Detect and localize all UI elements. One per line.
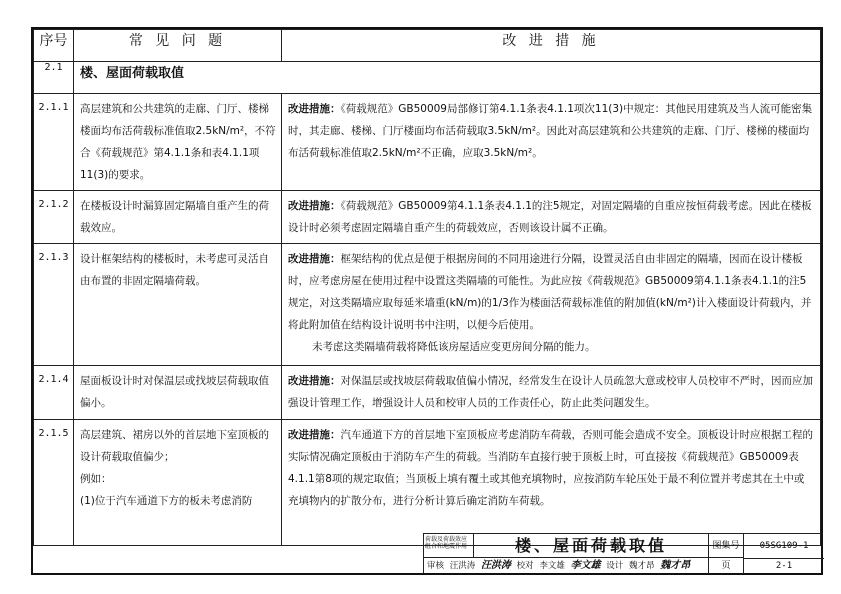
row-num: 2.1.3 [34, 244, 74, 366]
signature-row [424, 558, 708, 574]
page-label: 页 [708, 558, 744, 574]
measure-extra: 未考虑这类隔墙荷载将降低该房屋适应变更房间分隔的能力。 [312, 341, 596, 353]
row-problem: 屋面板设计时对保温层或找坡层荷载取值偏小。 [74, 366, 282, 420]
row-measure [282, 366, 821, 420]
table-row [34, 420, 821, 546]
problem-example: 例如： [80, 473, 112, 485]
row-num: 2.1.4 [34, 366, 74, 420]
row-problem: 设计框架结构的楼板时，未考虑可灵活自由布置的非固定隔墙荷载。 [74, 244, 282, 366]
measure-text: 汽车通道下方的首层地下室顶板应考虑消防车荷载，否则可能会造成不安全。顶板设计时应根据工程的实际情况确定顶板由于消防车产生的荷载。当消防车直接行驶于顶板上时，可直接按《荷载规范》GB50009表4.1.1第8项的规定取值；当顶板上填有覆土或其他充填物时，应按消防车轮压处于最不利位置并考虑其在土中或充填物内的扩散分布，进行分析计算后确定消防车荷载。 [288, 429, 813, 507]
header-measure: 改 进 措 施 [282, 30, 821, 62]
measure-label: 改进措施： [288, 375, 341, 387]
row-num: 2.1.5 [34, 420, 74, 546]
atlas-number-label: 图集号 [708, 534, 744, 558]
problem-text: 高层建筑、裙房以外的首层地下室顶板的设计荷载取值偏少； [80, 429, 269, 463]
row-measure [282, 94, 821, 191]
reviewer-name: 汪洪涛 [449, 561, 476, 571]
title-block [423, 533, 823, 573]
measure-text: 《荷载规范》GB50009第4.1.1条表4.1.1的注5规定，对固定隔墙的自重应按恒荷载考虑。因此在楼板设计时必须考虑固定隔墙自重产生的荷载效应，否则该设计属不正确。 [288, 200, 812, 234]
row-num: 2.1.2 [34, 191, 74, 244]
table-row [34, 94, 821, 191]
section-num: 2.1 [34, 62, 74, 94]
problems-table [33, 29, 821, 546]
atlas-number: 05SG109-1 [744, 534, 824, 559]
designer-signature: 魏才昂 [660, 560, 691, 571]
series-name: 荷载及荷载效应组合和地震作用 [424, 534, 474, 558]
row-measure [282, 420, 821, 546]
checker-signature: 李文雄 [570, 560, 601, 571]
reviewer-signature: 汪洪涛 [480, 560, 511, 571]
measure-label: 改进措施： [288, 253, 341, 265]
page-number: 2-1 [775, 561, 793, 571]
row-num: 2.1.1 [34, 94, 74, 191]
measure-label: 改进措施： [288, 103, 341, 115]
review-label: 审核 [427, 561, 445, 571]
section-title: 楼、屋面荷载取值 [74, 62, 821, 94]
table-row [34, 244, 821, 366]
row-problem: 高层建筑和公共建筑的走廊、门厅、楼梯楼面均布活荷载标准值取2.5kN/m²，不符合《荷载规范》第4.1.1条和表4.1.1项11(3)的要求。 [74, 94, 282, 191]
row-measure [282, 244, 821, 366]
problem-item: (1)位于汽车通道下方的板未考虑消防 [80, 495, 253, 507]
measure-text: 《荷载规范》GB50009局部修订第4.1.1条表4.1.1项次11(3)中规定：其他民用建筑及当人流可能密集时，其走廊、楼梯、门厅楼面均布活荷载取3.5kN/m²。因此对高层建筑和公共建筑的走廊、门厅、楼梯的楼面均布活荷载标准值取2.5kN/m²不正确，应取3.5kN/m²。 [288, 103, 813, 159]
row-problem: 在楼板设计时漏算固定隔墙自重产生的荷载效应。 [74, 191, 282, 244]
row-measure [282, 191, 821, 244]
header-problem: 常 见 问 题 [74, 30, 282, 62]
header-num: 序号 [34, 30, 74, 62]
table-row [34, 191, 821, 244]
designer-name: 魏才昂 [629, 561, 655, 571]
sheet-title: 楼、屋面荷载取值 [474, 534, 708, 558]
design-label: 设计 [606, 561, 624, 571]
table-row [34, 366, 821, 420]
measure-label: 改进措施： [288, 429, 341, 441]
table-header [34, 30, 821, 62]
measure-text: 框架结构的优点是便于根据房间的不同用途进行分隔，设置灵活自由非固定的隔墙，因而在设计楼板时，应考虑房屋在使用过程中设置这类隔墙的可能性。为此应按《荷载规范》GB50009第4.1.1条表4.1.1的注5规定，对这类隔墙应取每延米墙重(kN/m)的1/3作为楼面活荷载标准值的附加值(kN/m²)计入楼面设计荷载内，并将此附加值在结构设计说明书中注明，以便今后使用。 [288, 253, 812, 331]
section-row [34, 62, 821, 94]
measure-text: 对保温层或找坡层荷载取值偏小情况，经常发生在设计人员疏忽大意或校审人员校审不严时，因而应加强设计管理工作，增强设计人员和校审人员的工作责任心，防止此类问题发生。 [288, 375, 813, 409]
measure-label: 改进措施： [288, 200, 341, 212]
row-problem [74, 420, 282, 546]
drawing-sheet [31, 27, 823, 575]
checker-name: 李文雄 [539, 561, 565, 571]
check-label: 校对 [516, 561, 534, 571]
